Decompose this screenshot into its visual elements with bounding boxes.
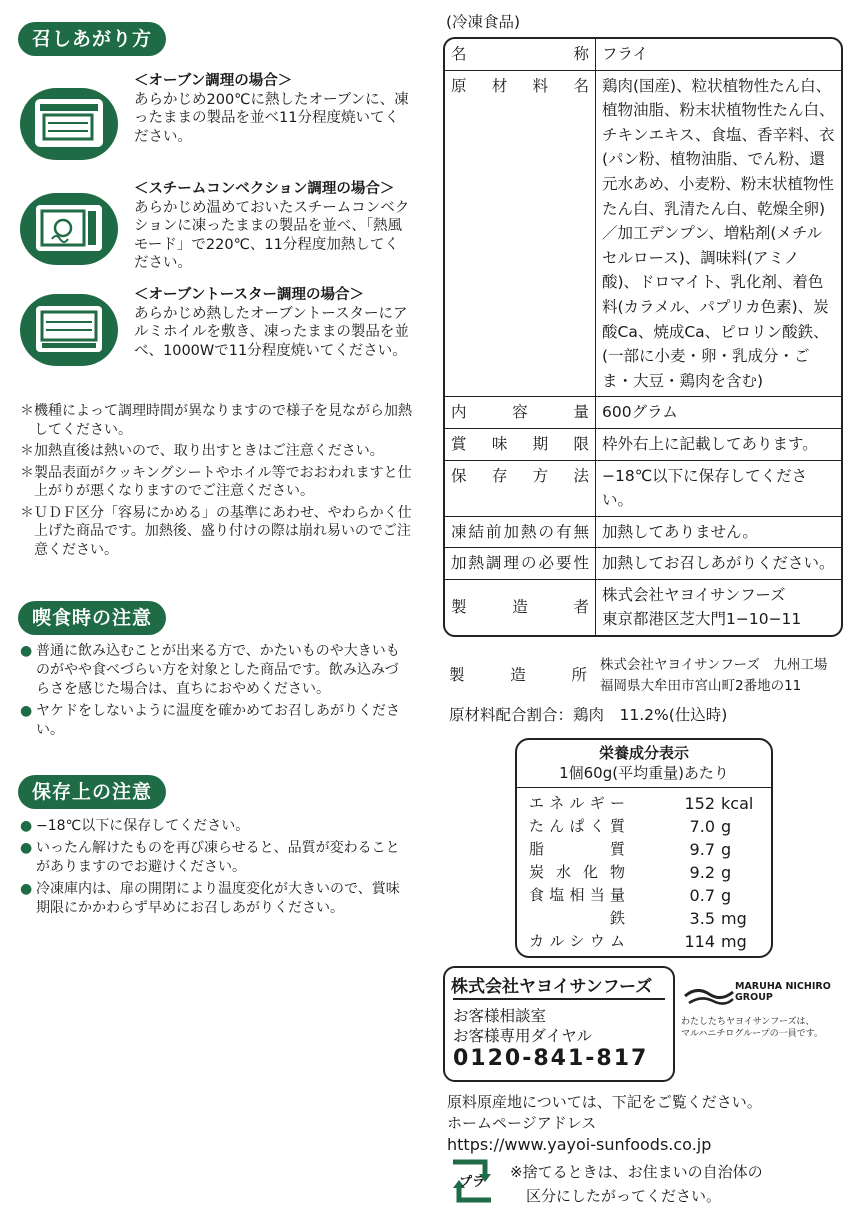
table-row	[445, 579, 841, 635]
divider	[453, 998, 665, 1000]
maruha-nichiro-logo-icon	[683, 984, 735, 1010]
label-value: 加熱してお召しあがりください。	[596, 548, 842, 580]
storage-notes	[20, 817, 412, 921]
plastic-recycle-icon	[445, 1156, 499, 1206]
label-value: −18℃以下に保存してください。	[596, 460, 842, 516]
method-toaster: ＜オーブントースター調理の場合＞ あらかじめ熱したオーブントースターにアルミホイルを敷き、凍ったままの製品を並べ、1000Wで11分程度焼いてください。	[134, 287, 409, 359]
website-url: https://www.yayoi-sunfoods.co.jp	[447, 1135, 712, 1154]
nutrition-row: 鉄 3.5 mg	[609, 909, 747, 928]
method-steam: ＜スチームコンベクション調理の場合＞ あらかじめ温めておいたスチームコンベクションに凍ったままの製品を並べ、「熱風モード」で220℃、11分程度加熱してください。	[134, 181, 410, 271]
table-row	[445, 516, 841, 548]
label-key: 保 存 方 法	[445, 460, 596, 516]
nutrition-row: エネルギー 152 kcal	[529, 794, 754, 813]
label-key: 凍結前加熱の有無	[445, 516, 596, 548]
list-item: ● 普通に飲み込むことが出来る方で、かたいものや大きいものがやや食べづらい方を対象とした商品です。飲み込みづらさを感じた場合は、直ちにおやめください。	[20, 642, 412, 699]
table-row	[445, 397, 841, 429]
note: ＊機種によって調理時間が異なりますので様子を見ながら加熱してください。	[20, 403, 412, 438]
label-value: 加熱してありません。	[596, 516, 842, 548]
table-row	[445, 428, 841, 460]
note: ＊製品表面がクッキングシートやホイル等でおおわれますと仕上がりが悪くなりますのでご注意ください。	[20, 464, 412, 499]
label-key: 製 造 者	[445, 579, 596, 635]
nutrition-title: 栄養成分表示	[598, 744, 689, 762]
origin-info: 原料原産地については、下記をご覧ください。 ホームページアドレス https://www.yayoi-sunfoods.co.jp	[447, 1093, 762, 1154]
product-label-table	[443, 37, 843, 637]
label-key: 原 材 料 名	[445, 70, 596, 397]
oven-icon	[20, 88, 118, 160]
disposal-notice: ※捨てるときは、お住まいの自治体の 区分にしたがってください。	[510, 1163, 763, 1205]
label-value: フライ	[602, 45, 649, 63]
plant-value: 株式会社ヤヨイサンフーズ 九州工場 福岡県大牟田市宮山町2番地の11	[600, 657, 828, 694]
list-item: ● いったん解けたものを再び凍らせると、品質が変わることがありますのでお避けください。	[20, 839, 412, 877]
howto-heading: 召しあがり方	[18, 22, 166, 56]
table-row	[445, 70, 841, 397]
note: ＊加熱直後は熱いので、取り出すときはご注意ください。	[20, 443, 384, 459]
group-statement: わたしたちヤヨイサンフーズは、 マルハニチログループの一員です。	[681, 1017, 823, 1039]
steam-convection-icon	[20, 193, 118, 265]
eating-notes	[20, 642, 412, 743]
plant-key: 製 造 所	[449, 666, 587, 684]
recycle-mark-text: プラ	[459, 1175, 486, 1190]
table-row	[445, 39, 841, 70]
table-row	[445, 460, 841, 516]
list-item: ● ヤケドをしないように温度を確かめてお召しあがりください。	[20, 702, 412, 740]
nutrition-row: カルシウム 114 mg	[529, 932, 747, 951]
label-value: 600グラム	[596, 397, 842, 429]
label-key: 賞 味 期 限	[445, 428, 596, 460]
support-office: お客様相談室	[453, 1007, 547, 1025]
label-value: 株式会社ヤヨイサンフーズ 東京都港区芝大門1−10−11	[596, 579, 842, 635]
nutrition-row: 炭水化物 9.2 g	[529, 863, 732, 882]
list-item: ● −18℃以下に保存してください。	[20, 817, 412, 836]
label-category: (冷凍食品)	[446, 13, 521, 31]
nutrition-row: たんぱく質 7.0 g	[529, 817, 732, 836]
group-logo-text: MARUHA NICHIRO GROUP	[735, 981, 831, 1003]
eating-heading: 喫食時の注意	[18, 601, 166, 635]
toaster-icon	[20, 294, 118, 366]
customer-service-box	[443, 966, 675, 1082]
company-name: 株式会社ヤヨイサンフーズ	[451, 977, 653, 997]
list-item: ● 冷凍庫内は、扉の開閉により温度変化が大きいので、賞味期限にかかわらず早めにお召しあがりください。	[20, 880, 412, 918]
storage-heading: 保存上の注意	[18, 775, 166, 809]
label-key: 加熱調理の必要性	[445, 548, 596, 580]
phone-number: 0120-841-817	[453, 1046, 649, 1071]
label-key: 名 称	[445, 39, 596, 70]
label-value: 枠外右上に記載してあります。	[596, 428, 842, 460]
table-row	[445, 548, 841, 580]
nutrition-box	[515, 738, 773, 958]
ingredient-ratio: 原材料配合割合：鶏肉 11.2%(仕込時)	[449, 706, 728, 724]
label-value: 鶏肉(国産)、粒状植物性たん白、植物油脂、粉末状植物性たん白、チキンエキス、食塩、香辛料、衣(パン粉、植物油脂、でん粉、還元水あめ、小麦粉、粉末状植物性たん白、乳清たん白、乾燥全卵)／加工デンプン、増粘剤(メチルセルロース)、調味料(アミノ酸)、ドロマイト、乳化剤、着色料(カラメル、パプリカ色素)、炭酸Ca、焼成Ca、ピロリン酸鉄、(一部に小麦・卵・乳成分・ごま・大豆・鶏肉を含む)	[596, 70, 842, 397]
nutrition-basis: 1個60g(平均重量)あたり	[517, 763, 771, 788]
note: ＊ＵＤＦ区分「容易にかめる」の基準にあわせ、やわらかく仕上げた商品です。加熱後、盛り付けの際は崩れ易いのでご注意ください。	[20, 504, 412, 558]
nutrition-row: 食塩相当量 0.7 g	[529, 886, 732, 905]
cooking-notes	[20, 402, 412, 562]
method-oven: ＜オーブン調理の場合＞ あらかじめ200℃に熱したオーブンに、凍ったままの製品を並べ11分程度焼いてください。	[134, 73, 409, 145]
support-dial: お客様専用ダイヤル	[453, 1027, 593, 1045]
label-key: 内 容 量	[445, 397, 596, 429]
nutrition-row: 脂 質 9.7 g	[529, 840, 732, 859]
